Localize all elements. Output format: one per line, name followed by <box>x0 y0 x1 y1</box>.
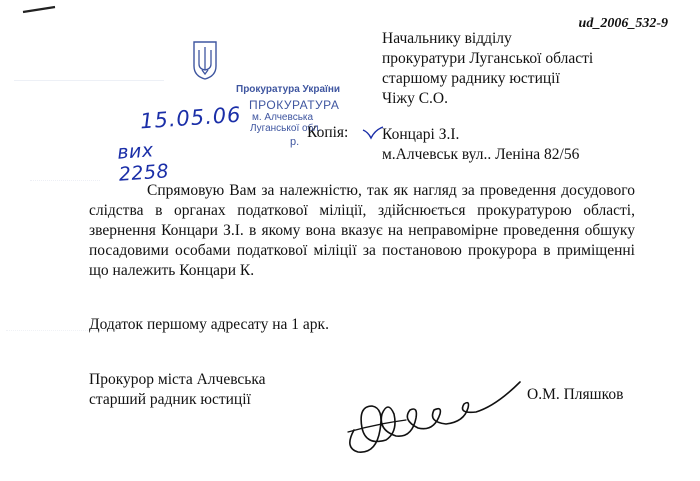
signer-title-line: Прокурор міста Алчевська <box>89 371 266 388</box>
copy-label: Копія: <box>307 124 349 141</box>
stamp-line-3: м. Алчевська <box>252 112 314 123</box>
handwritten-signature <box>336 370 526 460</box>
letter-body: Спрямовую Вам за належністю, так як нагляд за проведення досудового слідства в органах податкової міліції, здійснюється прокуратурою області, звернення Концари З.І. в якому вона вказує на неправомірне проведення обшуку посадовими особами податкової міліції за постановою прокурора в приміщенні що належить Концари К. <box>89 182 635 279</box>
addressee-line: Начальнику відділу <box>382 30 512 47</box>
copy-recipient-line: м.Алчевськ вул.. Леніна 82/56 <box>382 146 580 163</box>
bleed-through-2 <box>30 150 100 181</box>
document-id: ud_2006_532-9 <box>578 16 668 31</box>
check-mark-icon <box>362 126 384 140</box>
copy-recipient-line: Концарі З.І. <box>382 126 460 143</box>
addressee-block <box>382 29 593 109</box>
trident-emblem-icon <box>192 40 218 80</box>
signer-name: О.М. Пляшков <box>527 386 624 403</box>
handwritten-outgoing-number: вих 2258 <box>116 139 170 186</box>
stamp-line-4: Луганської обл. <box>250 123 322 134</box>
bleed-through-3 <box>6 330 116 371</box>
addressee-line: прокуратури Луганської області <box>382 50 594 67</box>
addressee-line: старшому раднику юстиції <box>382 70 560 87</box>
scan-mark <box>22 4 56 16</box>
copy-recipient-block <box>382 125 579 165</box>
signer-title-block <box>89 370 266 410</box>
handwritten-date: 15.05.06 <box>139 102 243 134</box>
signer-title-line: старший радник юстиції <box>89 391 251 408</box>
bleed-through-1 <box>14 80 164 93</box>
stamp-line-2: ПРОКУРАТУРА <box>249 98 340 112</box>
attachment-note: Додаток першому адресату на 1 арк. <box>89 316 329 333</box>
stamp-line-1: Прокуратура України <box>236 84 341 95</box>
stamp-year-suffix: р. <box>290 136 300 148</box>
addressee-line: Чіжу С.О. <box>382 90 448 107</box>
